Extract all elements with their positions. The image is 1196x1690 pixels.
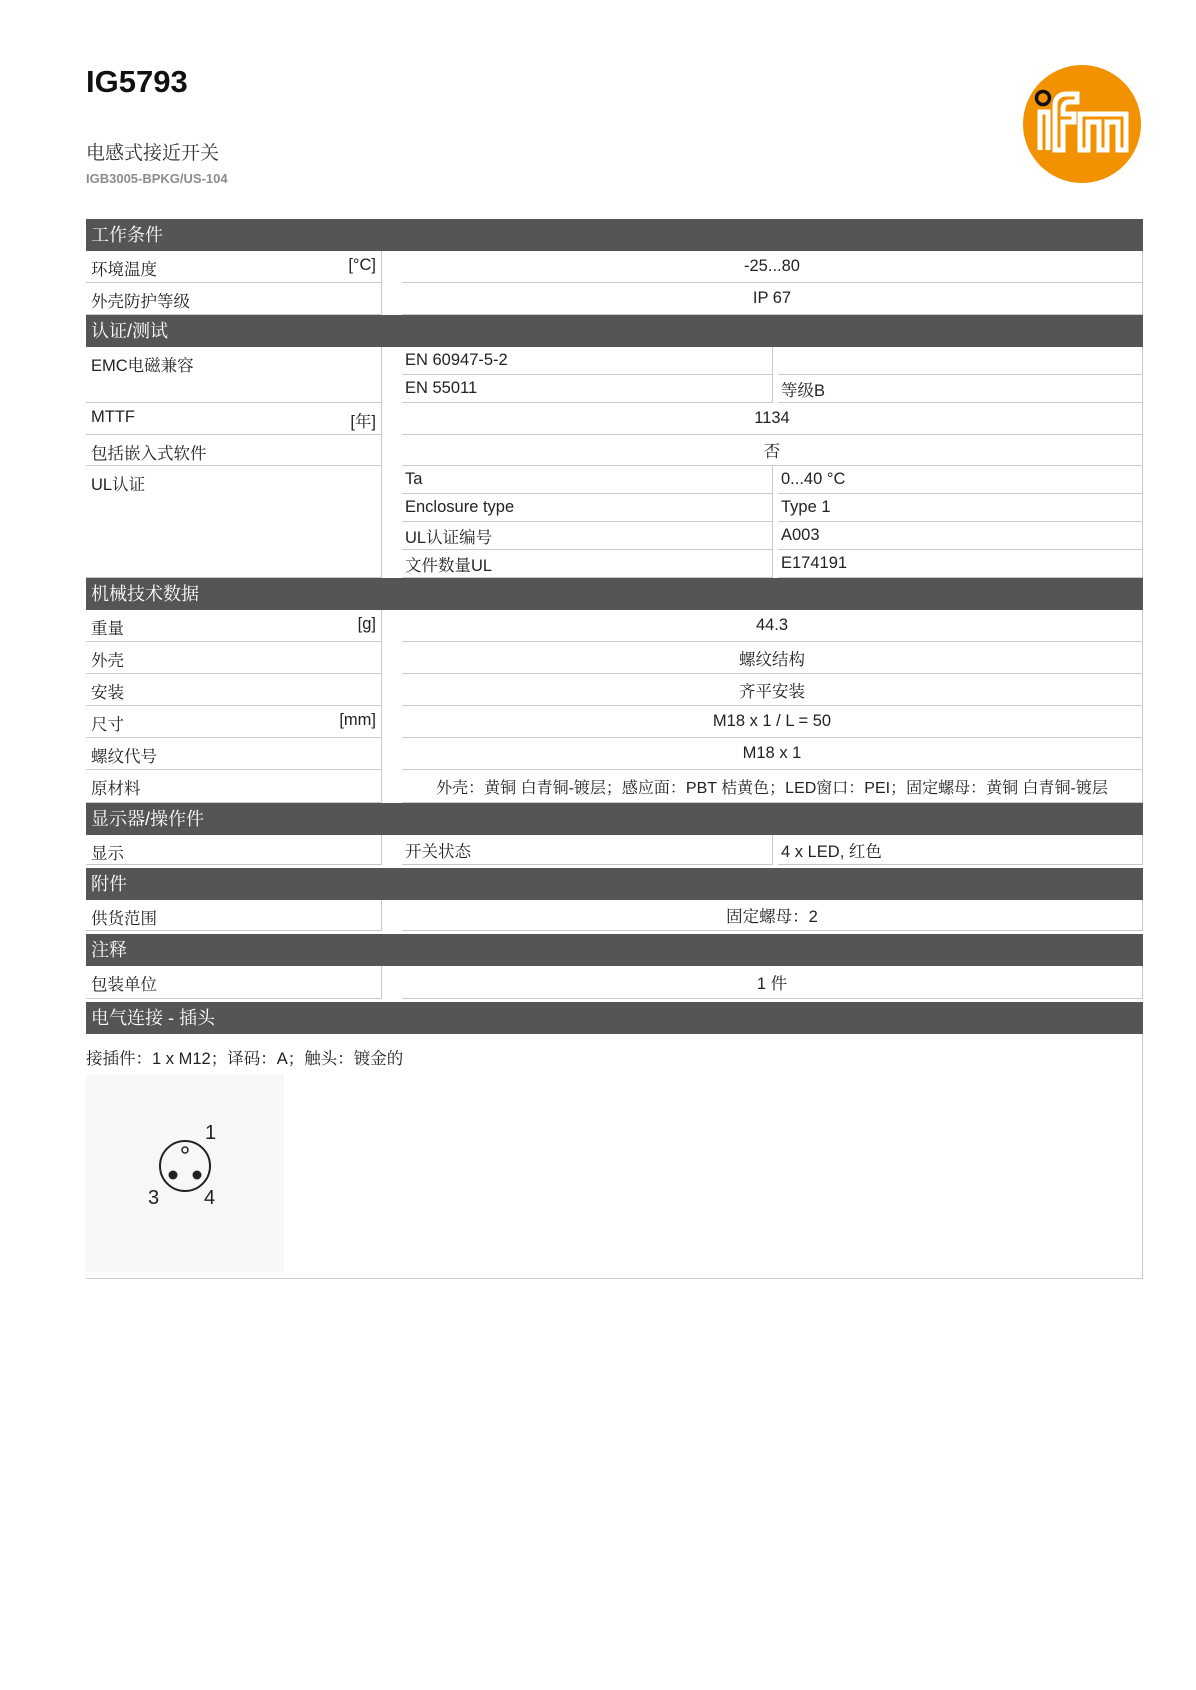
ul-number: UL认证编号 bbox=[402, 522, 773, 550]
unit-dimensions: [mm] bbox=[339, 711, 376, 729]
row-ul-approval bbox=[86, 466, 1143, 578]
row-ambient-temperature bbox=[86, 251, 1143, 283]
product-subtitle: 电感式接近开关 bbox=[86, 143, 220, 164]
emc-standard-2-value: 等级B bbox=[778, 375, 1143, 403]
product-code: IGB3005-BPKG/US-104 bbox=[86, 171, 228, 186]
unit-weight: [g] bbox=[357, 615, 376, 633]
row-scope-of-supply bbox=[86, 900, 1143, 931]
value-scope-of-supply: 固定螺母：2 bbox=[402, 900, 1143, 931]
unit-ambient-temperature: [°C] bbox=[348, 256, 376, 274]
ul-file: 文件数量UL bbox=[402, 550, 773, 578]
ul-file-value: E174191 bbox=[778, 550, 1143, 578]
row-packaging bbox=[86, 966, 1143, 999]
row-protection bbox=[86, 283, 1143, 315]
ul-ta: Ta bbox=[402, 466, 773, 494]
ul-ta-value: 0...40 °C bbox=[778, 466, 1143, 494]
section-header-approvals: 认证/测试 bbox=[86, 315, 1143, 347]
electrical-connection-panel bbox=[86, 1034, 1143, 1279]
ul-enclosure: Enclosure type bbox=[402, 494, 773, 522]
section-header-display: 显示器/操作件 bbox=[86, 803, 1143, 835]
switching-status-value: 4 x LED, 红色 bbox=[778, 835, 1143, 865]
label-material: 原材料 bbox=[91, 780, 141, 798]
datasheet bbox=[86, 219, 1143, 1279]
connection-description: 接插件：1 x M12；译码：A；触头：镀金的 bbox=[86, 1050, 404, 1068]
section-header-accessories: 附件 bbox=[86, 868, 1143, 900]
product-title: IG5793 bbox=[86, 64, 188, 99]
label-protection: 外壳防护等级 bbox=[91, 293, 190, 311]
section-header-mechanical: 机械技术数据 bbox=[86, 578, 1143, 610]
row-dimensions bbox=[86, 706, 1143, 738]
row-emc bbox=[86, 347, 1143, 403]
value-packaging: 1 件 bbox=[402, 966, 1143, 999]
section-header-notes: 注释 bbox=[86, 934, 1143, 966]
ifm-logo bbox=[1022, 64, 1142, 184]
label-weight: 重量 bbox=[91, 620, 124, 638]
label-mttf: MTTF bbox=[91, 408, 135, 426]
label-display: 显示 bbox=[91, 845, 124, 863]
value-housing: 螺纹结构 bbox=[402, 642, 1143, 674]
unit-mttf: [年] bbox=[350, 413, 376, 431]
section-header-operating: 工作条件 bbox=[86, 219, 1143, 251]
label-scope-of-supply: 供货范围 bbox=[91, 910, 157, 928]
value-weight: 44.3 bbox=[402, 610, 1143, 642]
row-mttf bbox=[86, 403, 1143, 435]
value-protection: IP 67 bbox=[402, 283, 1143, 315]
value-mounting: 齐平安装 bbox=[402, 674, 1143, 706]
emc-standard-1-value bbox=[778, 347, 1143, 375]
pin-label-3: 3 bbox=[148, 1187, 160, 1209]
value-thread: M18 x 1 bbox=[402, 738, 1143, 770]
label-packaging: 包装单位 bbox=[91, 976, 157, 994]
row-thread bbox=[86, 738, 1143, 770]
value-embedded-software: 否 bbox=[402, 435, 1143, 466]
label-ambient-temperature: 环境温度 bbox=[91, 261, 157, 279]
label-housing: 外壳 bbox=[91, 652, 124, 670]
row-weight bbox=[86, 610, 1143, 642]
value-ambient-temperature: -25...80 bbox=[402, 251, 1143, 283]
emc-standard-2: EN 55011 bbox=[402, 375, 773, 403]
connector-pinout bbox=[86, 1074, 284, 1272]
ul-enclosure-value: Type 1 bbox=[778, 494, 1143, 522]
connector-pinout-icon bbox=[86, 1074, 284, 1272]
emc-standard-1: EN 60947-5-2 bbox=[402, 347, 773, 375]
value-dimensions: M18 x 1 / L = 50 bbox=[402, 706, 1143, 738]
section-header-electrical: 电气连接 - 插头 bbox=[86, 1002, 1143, 1034]
value-mttf: 1134 bbox=[402, 403, 1143, 435]
pin-label-1: 1 bbox=[205, 1122, 217, 1144]
value-material: 外壳：黄铜 白青铜-镀层；感应面：PBT 桔黄色；LED窗口：PEI；固定螺母：黄铜 白青铜-镀层 bbox=[402, 770, 1143, 803]
row-display bbox=[86, 835, 1143, 865]
label-ul-approval: UL认证 bbox=[91, 476, 146, 494]
row-material bbox=[86, 770, 1143, 803]
row-housing bbox=[86, 642, 1143, 674]
ul-number-value: A003 bbox=[778, 522, 1143, 550]
label-embedded-software: 包括嵌入式软件 bbox=[91, 445, 207, 463]
label-dimensions: 尺寸 bbox=[91, 716, 124, 734]
label-thread: 螺纹代号 bbox=[91, 748, 157, 766]
row-embedded-software bbox=[86, 435, 1143, 466]
switching-status-label: 开关状态 bbox=[402, 835, 773, 865]
label-mounting: 安装 bbox=[91, 684, 124, 702]
row-mounting bbox=[86, 674, 1143, 706]
pin-label-4: 4 bbox=[204, 1187, 216, 1209]
label-emc: EMC电磁兼容 bbox=[91, 357, 194, 375]
